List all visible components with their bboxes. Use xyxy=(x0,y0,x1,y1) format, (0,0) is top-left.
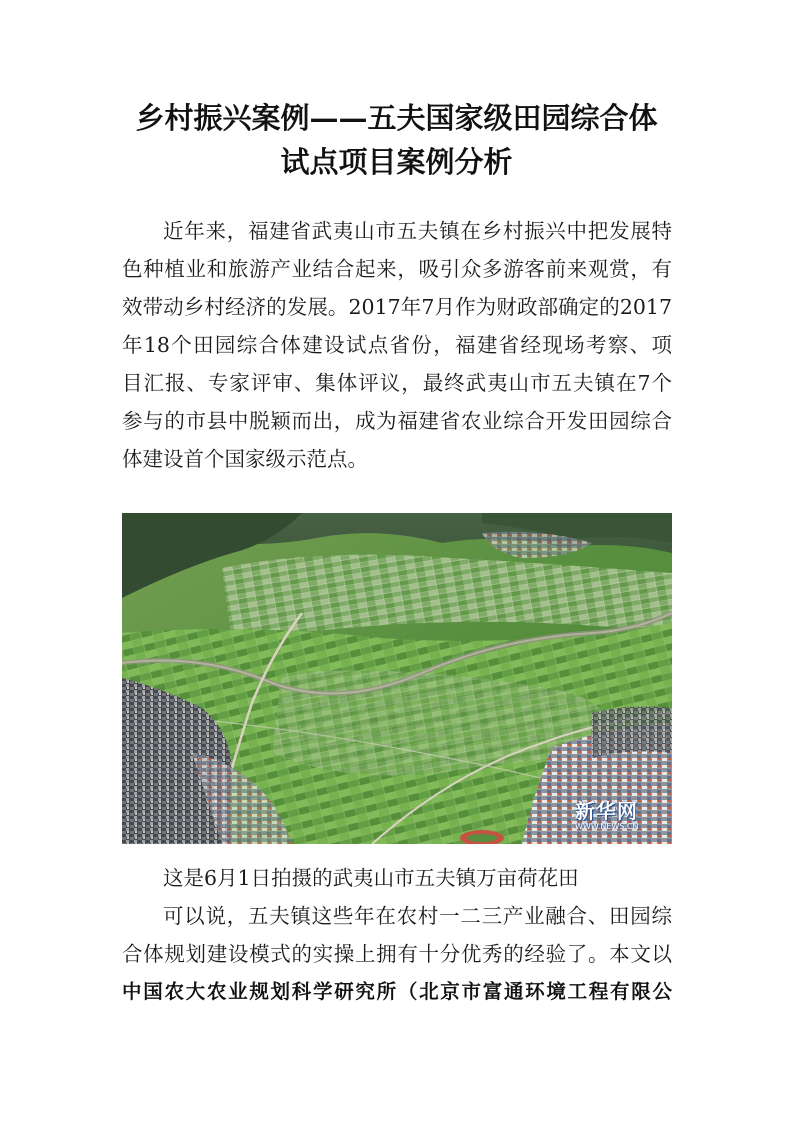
paragraph-line: 效带动乡村经济的发展。2017年7月作为财政部确定的2017 xyxy=(122,295,672,319)
paragraph-analysis xyxy=(122,897,672,1011)
paragraph-line: 体建设首个国家级示范点。 xyxy=(122,447,368,471)
paragraph-intro xyxy=(122,212,672,478)
paragraph-line: 年18个田园综合体建设试点省份，福建省经现场考察、项 xyxy=(122,333,672,357)
paragraph-line: 合体规划建设模式的实操上拥有十分优秀的经验了。本文以 xyxy=(122,942,672,966)
paragraph-line: 近年来，福建省武夷山市五夫镇在乡村振兴中把发展特 xyxy=(163,219,672,243)
paragraph-line: 可以说，五夫镇这些年在农村一二三产业融合、田园综 xyxy=(163,904,672,928)
paragraph-line-bold: 中国农大农业规划科学研究所（北京市富通环境工程有限公 xyxy=(122,980,672,1003)
document-title xyxy=(100,96,693,184)
news-watermark xyxy=(575,795,639,831)
photo-caption: 这是6月1日拍摄的武夷山市五夫镇万亩荷花田 xyxy=(163,866,579,890)
title-line-2: 试点项目案例分析 xyxy=(280,145,513,179)
paragraph-line: 色种植业和旅游产业结合起来，吸引众多游客前来观赏，有 xyxy=(122,257,672,281)
title-line-1: 乡村振兴案例——五夫国家级田园综合体 xyxy=(135,101,658,135)
watermark-logo-text: 新华网 xyxy=(575,799,638,823)
paragraph-line: 目汇报、专家评审、集体评议，最终武夷山市五夫镇在7个 xyxy=(122,371,672,395)
watermark-url: WWW.NEWS.CN xyxy=(575,822,639,831)
paragraph-line: 参与的市县中脱颖而出，成为福建省农业综合开发田园综合 xyxy=(122,409,672,433)
